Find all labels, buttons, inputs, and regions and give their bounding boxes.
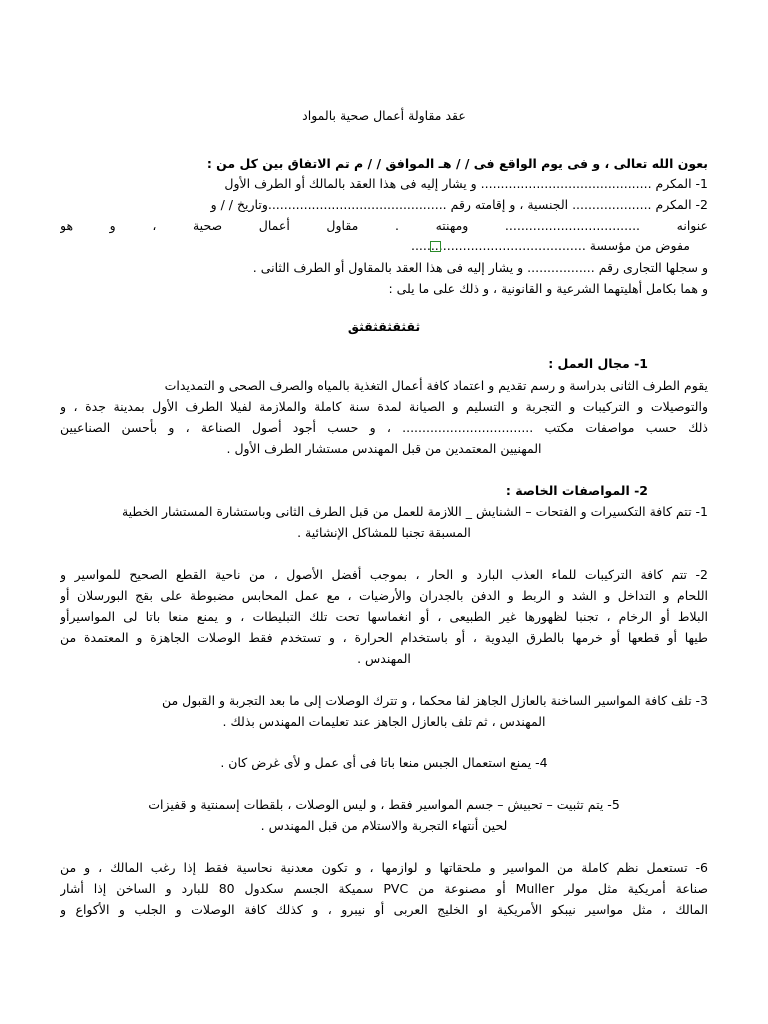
spec-item-2-line: المهندس . (357, 651, 411, 666)
section-1-line: المهنيين المعتمدين من قبل المهندس مستشار الطرف الأول . (226, 441, 542, 456)
party-two-line: 2- المكرم .................... الجنسية ، و إقامته رقم .............................................وتاريخ / / و (210, 197, 708, 212)
spec-item-5-line: 5- يتم تثبيت – تحبيش – جسم المواسير فقط ، و ليس الوصلات ، بلقطات إسمنتية و قفيزات (148, 797, 620, 812)
section-1-line: ذلك حسب مواصفات مكتب ................................. ، و حسب أجود أصول الصناعة ، و بأحسن الصناعيين (60, 420, 708, 435)
spec-item-5-line: لحين أنتهاء التجربة والاستلام من قبل المهندس . (260, 818, 508, 833)
spec-item-3-line: 3- تلف كافة المواسير الساخنة بالعازل الجاهز لفا محكما ، و تترك الوصلات إلى ما بعد التجربة و القبول من (161, 693, 708, 708)
party-one-line: 1- المكرم ........................................... و يشار إليه فى هذا العقد بالمالك أو الطرف الأول (224, 176, 708, 191)
spec-item-3-line: المهندس ، ثم تلف بالعازل الجاهز عند تعليمات المهندس بذلك . (222, 714, 546, 729)
spec-item-1-line: 1- تتم كافة التكسيرات و الفتحات – الشنايش _ اللازمة للعمل من قبل الطرف الثانى وباستشارة المستشار الخطية (121, 504, 708, 519)
party-two-authorization (60, 236, 708, 256)
document-title: عقد مقاولة أعمال صحية بالمواد (302, 108, 466, 123)
spec-item-2-line: 2- تتم كافة التركيبات للماء العذب البارد و الحار ، بموجب أفضل الأصول ، من ناحية القطع الصحيح للمواسير و (60, 567, 708, 582)
capacity-line: و هما بكامل أهليتهما الشرعية و القانونية ، و ذلك على ما يلى : (388, 281, 708, 296)
spec-item-6-line: 6- تستعمل نظم كاملة من المواسير و ملحقاتها و لوازمها ، و تكون معدنية نحاسية فقط إذا رغب المالك ، و من (60, 860, 708, 875)
external-link-icon[interactable] (430, 241, 441, 252)
section-1-heading: 1- مجال العمل : (548, 356, 648, 371)
spec-item-2-line: اللحام و التداخل و الشد و الربط و الدفن بالجدران والأرضيات ، مع عمل المحابس مضبوطة على بقج البورسلان أو (60, 588, 708, 603)
spec-item-4-line: 4- يمنع استعمال الجبس منعا باتا فى أى عمل و لأى غرض كان . (220, 755, 548, 770)
commercial-register-line: و سجلها التجارى رقم ................. و يشار إليه فى هذا العقد بالمقاول أو الطرف الثانى . (252, 260, 708, 275)
spec-item-2-line: طيها أو قطعها أو خرمها بالطرق اليدوية ، أو باستخدام الحرارة ، و تستخدم فقط الوصلات الجاهزة و المعتمدة من (60, 630, 708, 645)
authorization-text: مفوض من مؤسسة ............................................ (410, 238, 690, 253)
section-1-line: يقوم الطرف الثانى بدراسة و رسم تقديم و اعتماد كافة أعمال التغذية بالمياه والصرف الصحى و التمديدات (164, 378, 708, 393)
section-2-heading: 2- المواصفات الخاصة : (505, 483, 648, 498)
section-1-line: والتوصيلات و التركيبات و التجربة و التسليم و الصيانة لمدة سنة كاملة والملازمة لفيلا الطرف الأول بمدينة جدة ، و (60, 399, 708, 414)
spec-item-6-line: صناعة أمريكية مثل مولر Muller أو مصنوعة من PVC سميكة الجسم سكدول 80 للبارد و الساخن إذا أشار (60, 881, 708, 896)
intro-opening: بعون الله تعالى ، و فى يوم الواقع فى / / هـ الموافق / / م تم الاتفاق بين كل من : (206, 156, 708, 171)
divider-text: ثقثقثقثقثق (347, 319, 421, 334)
party-two-address: عنوانه .................................. ومهنته . مقاول أعمال صحية ، و هو (60, 218, 708, 233)
spec-item-2-line: البلاط أو الرخام ، تجنبا لظهورها غير الطبيعى ، أو انغماسها تحت تلك التبليطات ، و يمنع منعا باتا لى المواسيرأو (60, 609, 708, 624)
spec-item-1-line: المسبقة تجنبا للمشاكل الإنشائية . (297, 525, 471, 540)
spec-item-6-line: المالك ، مثل مواسير نيبكو الأمريكية او الخليج العربى أو نيبرو ، و كذلك كافة الوصلات و الجلب و الأكواع و (60, 902, 708, 917)
